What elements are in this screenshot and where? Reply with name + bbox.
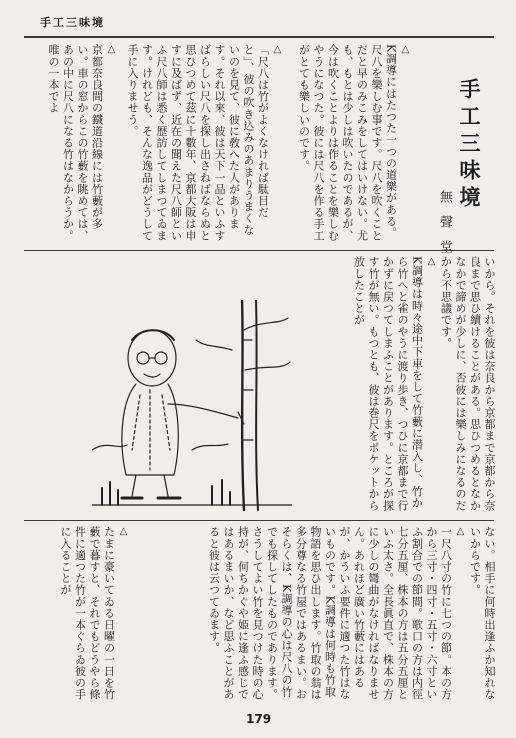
section-mark: △ [272, 44, 283, 56]
article-author: 無聲堂 [437, 190, 452, 265]
text-block-middle-right [300, 256, 496, 514]
text-block-bottom-left [30, 526, 130, 706]
paragraph: ない。相手に何時出逢ふか知れないからです。 [468, 526, 496, 700]
paragraph: 「尺八は竹がよくなければ駄目だと」、彼の吹き込みのあまりうまくないのを見て、彼に敎へた人があります。それ以來、彼は天下一品といふすばらしい尺八を探し出さねばならぬと思ひつめて茲に十數年、京都大阪は申すに及ばず、近在の聞えた尺八師といふ尺八師は悉く歴訪してしまつてゐます。けれども、そんな逸品がどうして手に入りませう。 [126, 44, 270, 242]
caricature-illustration [92, 300, 292, 515]
header-rule [24, 36, 494, 38]
paragraph: 一尺八寸の竹に七つの節。本の方から三寸・四寸・五寸・六寸といふ割合での節間。歌口の方は内徑七分五厘、株本の方は五分五厘といふ太さ。全長眞直で、株本の方に少しの彎曲がなければなりません。あれほど廣い竹藪にはあるが、かういふ要件に適つた竹はないものです。K調導は何時も竹取物語を思ひ出します。竹取の翁は多分尊なる竹屋ではあるまい。おそらくは、K調導の心は尺八の竹でも探してしたものであります。さうしてよい竹を見つけた時の心持が、何ちかぐや姫に逢ふ感じではあるまいか、など思ふことがあると彼は云つてゐます。 [207, 526, 453, 700]
column-rule-top [24, 250, 494, 251]
text-block-top-middle [126, 44, 284, 244]
paragraph: 京都奈良間の鐵道沿線には竹藪が多い。車の窓からこの竹藪を眺めては、あの中に尺八になる竹はなからうか。唯の一本でよ [47, 44, 104, 242]
paragraph: K調導は時々途中下車をして竹藪に潜入し、竹から竹へと雀のやうに渡り歩き、つひに京都まで行かずに戻つてしまふことがあります。ところが探す竹が無い。もつとも、彼は巻尺をポケットから放したことが [352, 256, 424, 512]
section-mark: △ [426, 256, 437, 268]
bamboo-stalk [242, 300, 244, 510]
section-mark: △ [455, 526, 466, 538]
text-block-top-right [290, 44, 412, 244]
paragraph: いから。それを彼は奈良から京都まで京都から奈良まで思ひ續けることがある。思ひつめるとなかなかで諦めが少しに、否彼には樂しみになるのだから不思議です。 [439, 256, 496, 512]
page-number: 179 [246, 712, 272, 726]
text-block-top-left [30, 44, 118, 244]
running-head: 手工三味境 [40, 16, 105, 29]
section-mark: △ [106, 44, 117, 56]
bamboo-stalk [256, 300, 258, 510]
section-mark: △ [118, 526, 129, 538]
article-title: 手工三味境 [457, 78, 482, 213]
text-block-bottom-right [138, 526, 496, 706]
column-rule-bottom [24, 520, 494, 521]
paragraph: たまに豪いてゐる日曜の一日を竹藪で暮すと、それでもどうやら條件に適つた竹が一本ぐらゐ彼の手に入ることが [59, 526, 116, 700]
section-mark: △ [400, 44, 411, 56]
paragraph: K調導にはたつた一つの道樂がある。尺八を樂しむ事です。尺八を吹くことだと早のみこみをしてはいけない。尤も、もとは少しは吹いたのであるが、今は吹くことよりは作ることを樂しむやうになつた。彼には尺八を作る手工がとても樂しいのです。 [297, 44, 398, 242]
